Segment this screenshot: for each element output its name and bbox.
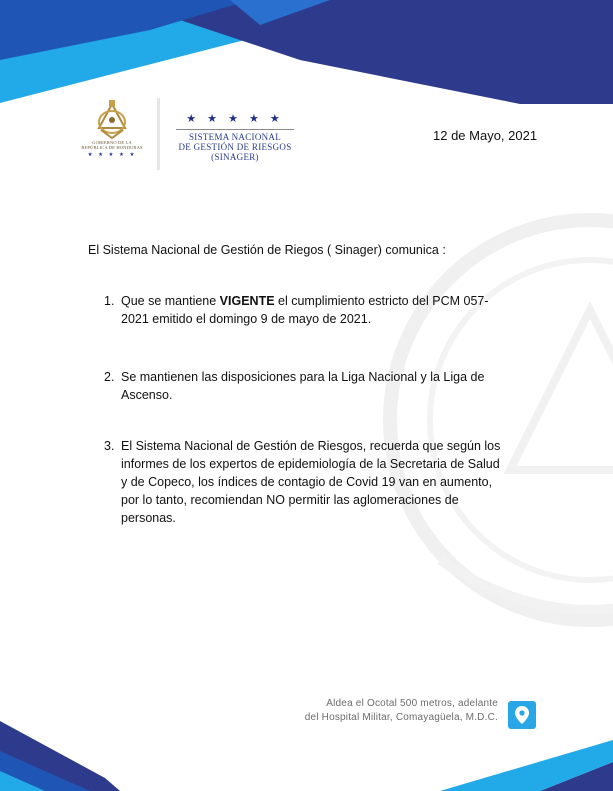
gov-logo-line2: REPÚBLICA DE HONDURAS <box>81 145 143 150</box>
government-logo <box>74 100 150 166</box>
address-line1: Aldea el Ocotal 500 metros, adelante <box>326 698 498 709</box>
sinager-line3: (SINAGER) <box>211 152 259 162</box>
intro-statement: El Sistema Nacional de Gestión de Riegos ( Sinager) comunica : <box>88 243 446 257</box>
address-line2: del Hospital Militar, Comayagüela, M.D.C. <box>304 712 498 723</box>
sinager-stars: ★ ★ ★ ★ ★ <box>186 113 284 125</box>
sinager-line1: SISTEMA NACIONAL <box>188 132 282 142</box>
list-item <box>104 292 504 328</box>
list-item-number: 1. <box>104 294 115 308</box>
document-date: 12 de Mayo, 2021 <box>433 128 538 143</box>
gov-logo-line1: GOBIERNO DE LA <box>92 140 132 145</box>
watermark-seal <box>380 140 613 700</box>
emphasis-vigente: VIGENTE <box>219 294 275 308</box>
logo-divider <box>157 98 160 170</box>
list-item-text: El Sistema Nacional de Gestión de Riesgos, recuerda que según los informes de los expertos de epidemiología de la Secretaria de Salud y de Copeco, los índices de contagio de Covid 19 van en aumento, por lo tanto, recomiendan NO permitir las aglomeraciones de personas. <box>121 439 501 525</box>
list-item <box>104 368 504 404</box>
list-item-number: 3. <box>104 439 115 453</box>
list-item-text: Que se mantiene VIGENTE el cumplimiento estricto del PCM 057-2021 emitido el domingo 9 de mayo de 2021. <box>121 294 489 326</box>
sinager-logo <box>170 112 300 162</box>
list-item <box>104 437 504 527</box>
list-item-number: 2. <box>104 370 115 384</box>
sinager-line2: DE GESTIÓN DE RIESGOS <box>178 142 292 152</box>
coat-of-arms-icon <box>95 100 129 140</box>
sinager-rule <box>176 129 294 130</box>
gov-logo-stars: ★ ★ ★ ★ ★ <box>87 152 137 158</box>
list-item-text: Se mantienen las disposiciones para la Liga Nacional y la Liga de Ascenso. <box>121 370 485 402</box>
footer-decoration <box>0 700 613 791</box>
